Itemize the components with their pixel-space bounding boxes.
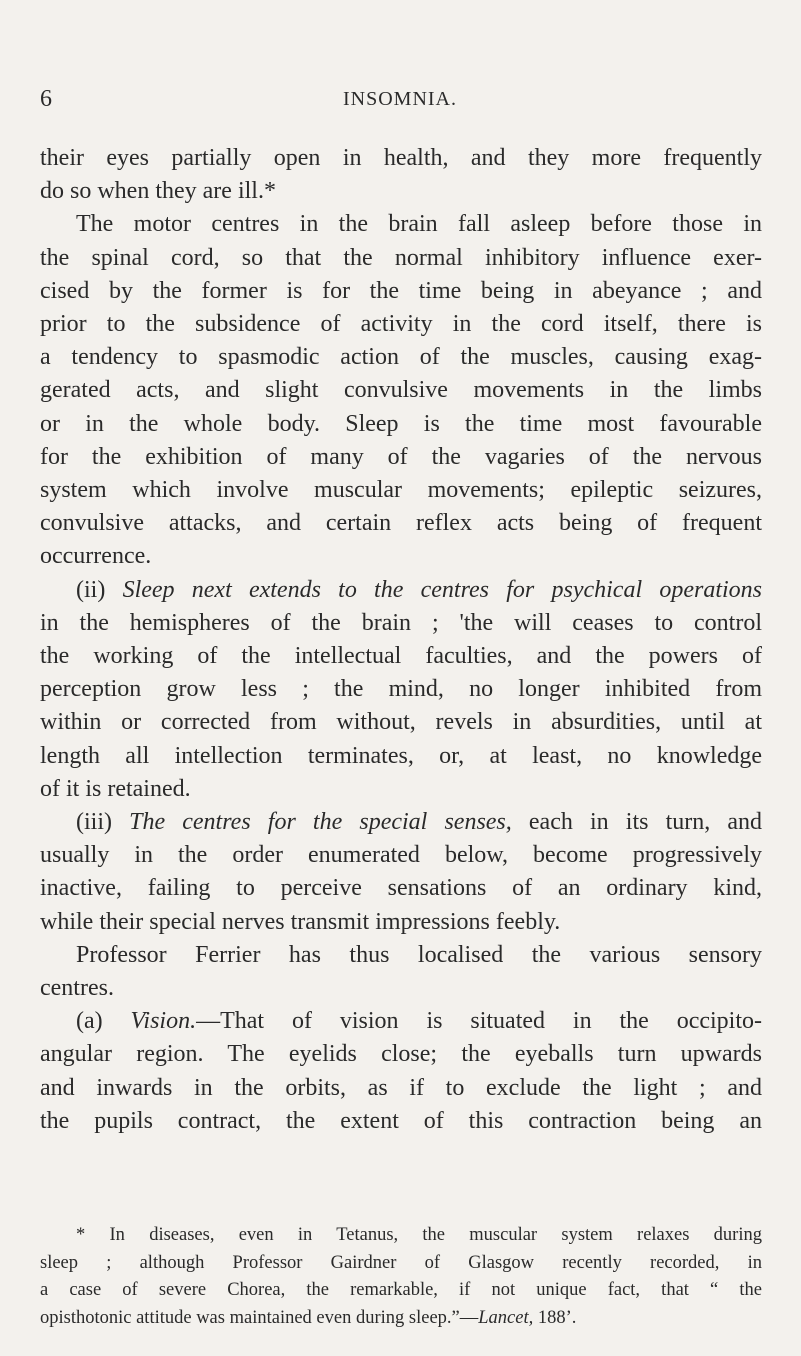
- text-line: angular region. The eyelids close; the eyeballs turn upwards: [40, 1041, 762, 1068]
- footnote-last-line: [40, 1305, 762, 1333]
- body-text: [40, 142, 762, 1138]
- text-line: system which involve muscular movements; epileptic seizures,: [40, 477, 762, 504]
- text-line: usually in the order enumerated below, become progressively: [40, 842, 762, 869]
- footnote-line: a case of severe Chorea, the remarkable, if not unique fact, that “ the: [40, 1280, 762, 1300]
- text-line: do so when they are ill.*: [40, 178, 276, 205]
- text-line: centres.: [40, 975, 114, 1002]
- text-line: Professor Ferrier has thus localised the various sensory: [76, 941, 762, 968]
- text-line: or in the whole body. Sleep is the time most favourable: [40, 410, 762, 437]
- text-line: perception grow less ; the mind, no longer inhibited from: [40, 676, 762, 703]
- footnote-text: 188’.: [533, 1307, 577, 1328]
- text-line: cised by the former is for the time being in abeyance ; and: [40, 277, 762, 304]
- page-header: [40, 86, 760, 116]
- text-line: their eyes partially open in health, and they more frequently: [40, 145, 762, 171]
- footnote-line: * In diseases, even in Tetanus, the muscular system relaxes during: [76, 1225, 762, 1245]
- text-line: convulsive attacks, and certain reflex acts being of frequent: [40, 510, 762, 537]
- text-line: while their special nerves transmit impressions feebly.: [40, 908, 561, 935]
- text-line: length all intellection terminates, or, at least, no knowledge: [40, 742, 762, 769]
- text-segment: each in its turn, and: [528, 809, 763, 836]
- paragraph-ii-first-line: [40, 574, 762, 607]
- page-number: 6: [40, 86, 52, 112]
- text-line: gerated acts, and slight convulsive movements in the limbs: [40, 377, 762, 404]
- italic-heading: Sleep next extends to the centres for psychical operations: [122, 576, 763, 603]
- text-line: inactive, failing to perceive sensations of an ordinary kind,: [40, 875, 762, 902]
- text-line: within or corrected from without, revels in absurdities, until at: [40, 709, 762, 736]
- footnote-line: sleep ; although Professor Gairdner of Glasgow recently recorded, in: [40, 1252, 762, 1273]
- text-line: the pupils contract, the extent of this contraction being an: [40, 1107, 762, 1134]
- running-head: INSOMNIA.: [343, 88, 457, 110]
- text-line: prior to the subsidence of activity in the cord itself, there is: [40, 311, 762, 338]
- paragraph-number: (ii): [76, 576, 106, 603]
- paragraph-iii-first-line: [40, 806, 762, 839]
- text-line: The motor centres in the brain fall asleep before those in: [76, 211, 762, 238]
- text-line: occurrence.: [40, 543, 152, 570]
- text-line: a tendency to spasmodic action of the muscles, causing exag-: [40, 344, 762, 371]
- footnote-text: opisthotonic attitude was maintained even during sleep.”—: [40, 1307, 479, 1328]
- footnote: [40, 1222, 762, 1332]
- italic-heading: Vision.: [130, 1008, 197, 1035]
- text-line: and inwards in the orbits, as if to exclude the light ; and: [40, 1074, 762, 1101]
- paragraph-a-first-line: [40, 1005, 762, 1038]
- footnote-citation: Lancet,: [478, 1307, 534, 1328]
- text-line: for the exhibition of many of the vagaries of the nervous: [40, 443, 762, 470]
- text-line: in the hemispheres of the brain ; 'the will ceases to control: [40, 609, 762, 636]
- paragraph-number: (iii): [76, 809, 112, 836]
- text-line: of it is retained.: [40, 775, 191, 802]
- text-line: the working of the intellectual faculties, and the powers of: [40, 643, 762, 670]
- text-line: the spinal cord, so that the normal inhibitory influence exer-: [40, 244, 762, 271]
- italic-heading: The centres for the special senses,: [129, 809, 512, 836]
- text-segment: —That of vision is situated in the occipito-: [196, 1008, 763, 1035]
- paragraph-number: (a): [76, 1008, 103, 1035]
